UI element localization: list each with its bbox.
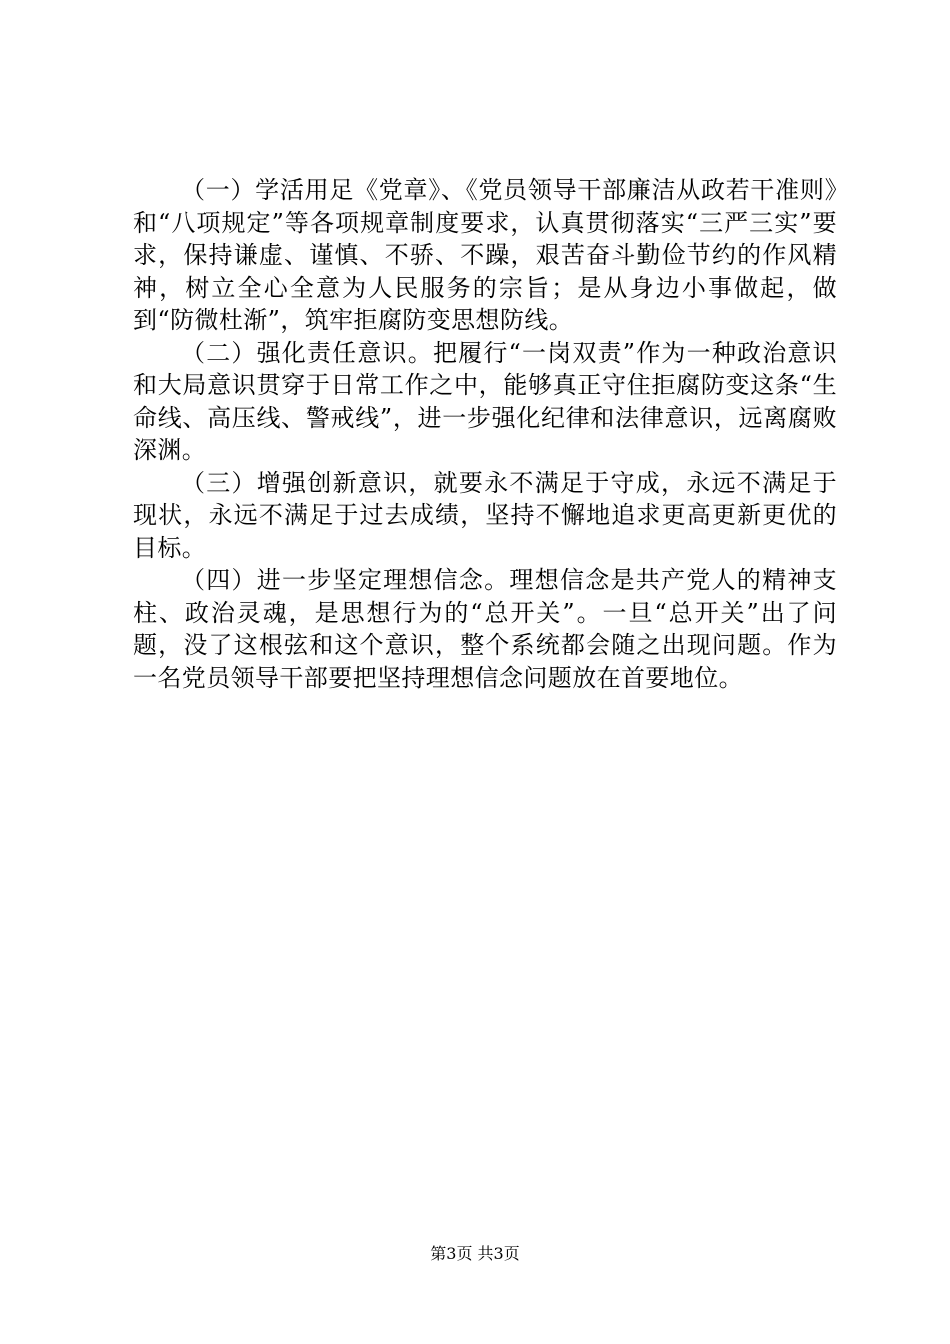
paragraph-4: （四）进一步坚定理想信念。理想信念是共产党人的精神支柱、政治灵魂，是思想行为的“总开关”。一旦“总开关”出了问题，没了这根弦和这个意识，整个系统都会随之出现问题。作为一名党员领导干部要把坚持理想信念问题放在首要地位。 <box>133 566 837 692</box>
document-body <box>133 174 837 694</box>
paragraph-1: （一）学活用足《党章》、《党员领导干部廉洁从政若干准则》和“八项规定”等各项规章制度要求，认真贯彻落实“三严三实”要求，保持谦虚、谨慎、不骄、不躁，艰苦奋斗勤俭节约的作风精神，树立全心全意为人民服务的宗旨；是从身边小事做起，做到“防微杜渐”，筑牢拒腐防变思想防线。 <box>133 176 837 334</box>
paragraph-2: （二）强化责任意识。把履行“一岗双责”作为一种政治意识和大局意识贯穿于日常工作之中，能够真正守住拒腐防变这条“生命线、高压线、警戒线”，进一步强化纪律和法律意识，远离腐败深渊。 <box>133 338 837 464</box>
paragraph-3: （三）增强创新意识，就要永不满足于守成，永远不满足于现状，永远不满足于过去成绩，坚持不懈地追求更高更新更优的目标。 <box>133 468 837 562</box>
page-number-footer: 第3页 共3页 <box>430 1244 520 1263</box>
